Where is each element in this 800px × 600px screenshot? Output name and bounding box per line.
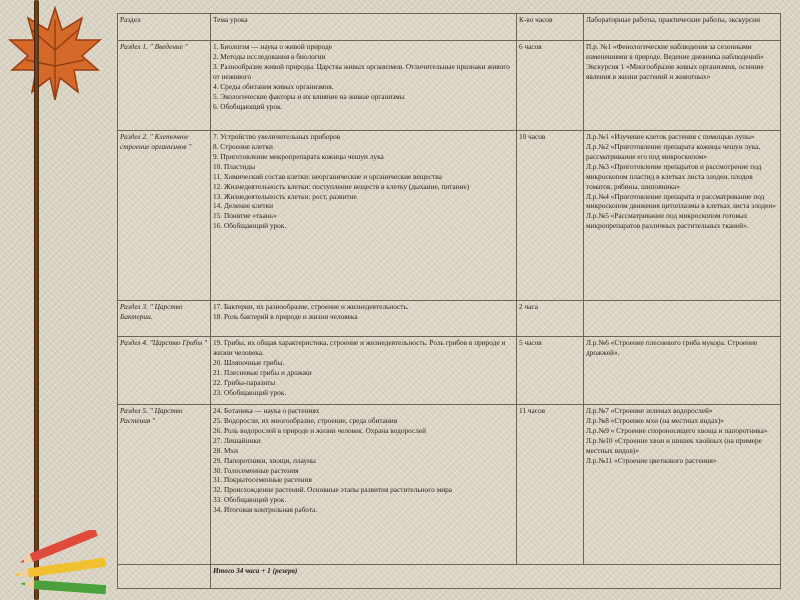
topic-item: 11. Химический состав клетки: неорганические и органические вещества	[213, 171, 442, 181]
lab-item: Л.р.№1 «Изучение клеток растения с помощью лупы»	[586, 132, 755, 141]
topic-item: 5. Экологические факторы и их влияние на живые организмы	[213, 91, 405, 101]
table-row	[118, 337, 781, 405]
topics-cell	[211, 405, 517, 565]
hours-cell	[517, 301, 584, 337]
curriculum-table	[117, 13, 781, 589]
section-cell	[118, 337, 211, 405]
topic-item: 20. Шляпочные грибы.	[213, 357, 285, 367]
section-label: Раздел 5. " Царство Растения "	[120, 406, 183, 425]
hours-cell	[517, 41, 584, 131]
empty-cell	[118, 565, 211, 589]
autumn-leaf-icon	[0, 0, 110, 110]
lab-item: Л.р.№8 «Строение мхи (на местных видах)»	[586, 415, 725, 425]
hours-value: 10 часов	[519, 132, 546, 141]
header-topic: Тема урока	[211, 14, 517, 41]
topic-item: 6. Обобщающий урок.	[213, 101, 283, 111]
section-label: Раздел 4. "Царство Грибы "	[120, 338, 208, 347]
section-cell	[118, 405, 211, 565]
hours-value: 2 часа	[519, 302, 538, 311]
topic-item: 13. Жизнедеятельность клетки: рост, развитие	[213, 191, 357, 201]
topic-item: 10. Пластиды	[213, 161, 256, 171]
topic-item: 3. Разнообразие живой природы. Царства живых организмов. Отличительные признаки живого от неживого	[213, 61, 510, 81]
topic-item: 8. Строение клетки	[213, 141, 273, 151]
labs-cell	[584, 301, 781, 337]
topic-item: 12. Жизнедеятельность клетки: поступление веществ в клетку (дыхание, питание)	[213, 181, 470, 191]
lab-item: Л.р.№10 «Строение хвои и шишек хвойных (на примере местных видов)»	[586, 435, 762, 455]
section-cell	[118, 41, 211, 131]
topic-item: 1. Биология — наука о живой природе	[213, 42, 333, 51]
topic-item: 31. Покрытосеменные растения	[213, 475, 312, 485]
topic-item: 21. Плесневые грибы и дрожжи	[213, 367, 312, 377]
section-cell	[118, 301, 211, 337]
topic-item: 30. Голосеменные растения	[213, 465, 299, 475]
table-row	[118, 405, 781, 565]
topic-item: 33. Обобщающий урок.	[213, 495, 287, 505]
topic-item: 34. Итоговая контрольная работа.	[213, 505, 318, 515]
lab-item: Л.р.№11 «Строение цветкового растения»	[586, 455, 717, 465]
total-row	[118, 565, 781, 589]
topics-cell	[211, 301, 517, 337]
table-row	[118, 301, 781, 337]
topic-item: 22. Грибы-паразиты	[213, 377, 276, 387]
lab-item: Л.р.№5 «Рассматривание под микроскопом готовых микропрепаратов различных растительных тканей».	[586, 211, 749, 231]
topic-item: 23. Обобщающий урок.	[213, 387, 287, 397]
topic-item: 32. Происхождение растений. Основные этапы развития растительного мира	[213, 485, 452, 495]
labs-cell	[584, 337, 781, 405]
lab-item: Л.р.№3 «Приготовление препаратов и рассмотрение под микроскопом пластид в клетках листа элодеи, плодов томатов, рябины, шиповника»	[586, 161, 762, 191]
topic-item: 15. Понятие «ткань»	[213, 211, 277, 221]
hours-value: 11 часов	[519, 406, 546, 415]
topics-cell	[211, 131, 517, 301]
table-row	[118, 41, 781, 131]
lab-item: Л.р.№4 «Приготовление препарата и рассматривание под микроскопом движения цитоплазмы в клетках листа элодеи»	[586, 191, 776, 211]
section-label: Раздел 1. " Введение "	[120, 42, 188, 51]
header-section: Раздел	[118, 14, 211, 41]
lab-item: П.р. №1 «Фенологические наблюдения за сезонными изменениями в природе. Ведение дневника наблюдений»	[586, 42, 764, 61]
topic-item: 24. Ботаника — наука о растениях	[213, 406, 320, 415]
topic-item: 29. Папоротники, хвощи, плауны	[213, 455, 316, 465]
topic-item: 26. Роль водорослей в природе и жизни человек. Охрана водорослей	[213, 425, 426, 435]
header-labs: Лабораторные работы, практические работы, экскурсии	[584, 14, 781, 41]
hours-value: 5 часов	[519, 338, 542, 347]
section-cell	[118, 131, 211, 301]
topic-item: 25. Водоросли, их многообразие, строение, среда обитания	[213, 415, 398, 425]
topic-item: 14. Деление клетки	[213, 201, 274, 211]
table-row	[118, 131, 781, 301]
lab-item: Экскурсия 1 «Многообразие живых организмов, осенние явления в жизни растений и животных»	[586, 61, 764, 81]
table-header-row	[118, 14, 781, 41]
lab-item: Л.р.№7 «Строение зеленых водорослей»	[586, 406, 713, 415]
topic-item: 27. Лишайники	[213, 435, 261, 445]
header-hours: К-во часов	[517, 14, 584, 41]
total-label: Итого 34 часа + 1 (резерв)	[211, 565, 781, 589]
topics-cell	[211, 41, 517, 131]
topic-item: 16. Обобщающий урок.	[213, 221, 287, 231]
wooden-stick	[34, 0, 39, 600]
hours-value: 6 часов	[519, 42, 542, 51]
labs-cell	[584, 405, 781, 565]
lab-item: Л.р.№9 « Строение спороносящего хвоща и папоротника»	[586, 425, 768, 435]
labs-cell	[584, 41, 781, 131]
hours-cell	[517, 405, 584, 565]
lab-item: Л.р.№2 «Приготовление препарата кожицы чешуи лука, рассматривание его под микроскопом»	[586, 141, 761, 161]
topic-item: 19. Грибы, их общая характеристика, строение и жизнедеятельность. Роль грибов в природе и жизни человека.	[213, 338, 506, 357]
hours-cell	[517, 131, 584, 301]
topic-item: 28. Мхи	[213, 445, 238, 455]
lab-item: Л.р.№6 «Строение плесневого гриба мукора. Строение дрожжей».	[586, 338, 758, 357]
hours-cell	[517, 337, 584, 405]
topics-cell	[211, 337, 517, 405]
topic-item: 4. Среды обитания живых организмов.	[213, 81, 334, 91]
topic-item: 2. Методы исследования в биологии	[213, 51, 326, 61]
crayons-icon	[0, 530, 115, 600]
topic-item: 9. Приготовление микропрепарата кожицы чешуи лука	[213, 151, 384, 161]
topic-item: 17. Бактерии, их разнообразие, строение и жизнедеятельность.	[213, 302, 409, 311]
topic-item: 7. Устройство увеличительных приборов	[213, 132, 341, 141]
labs-cell	[584, 131, 781, 301]
topic-item: 18. Роль бактерий в природе и жизни человека	[213, 311, 358, 321]
section-label: Раздел 2. " Клеточное строение организмов "	[120, 132, 192, 151]
section-label: Раздел 3. " Царство Бактерии.	[120, 302, 183, 321]
